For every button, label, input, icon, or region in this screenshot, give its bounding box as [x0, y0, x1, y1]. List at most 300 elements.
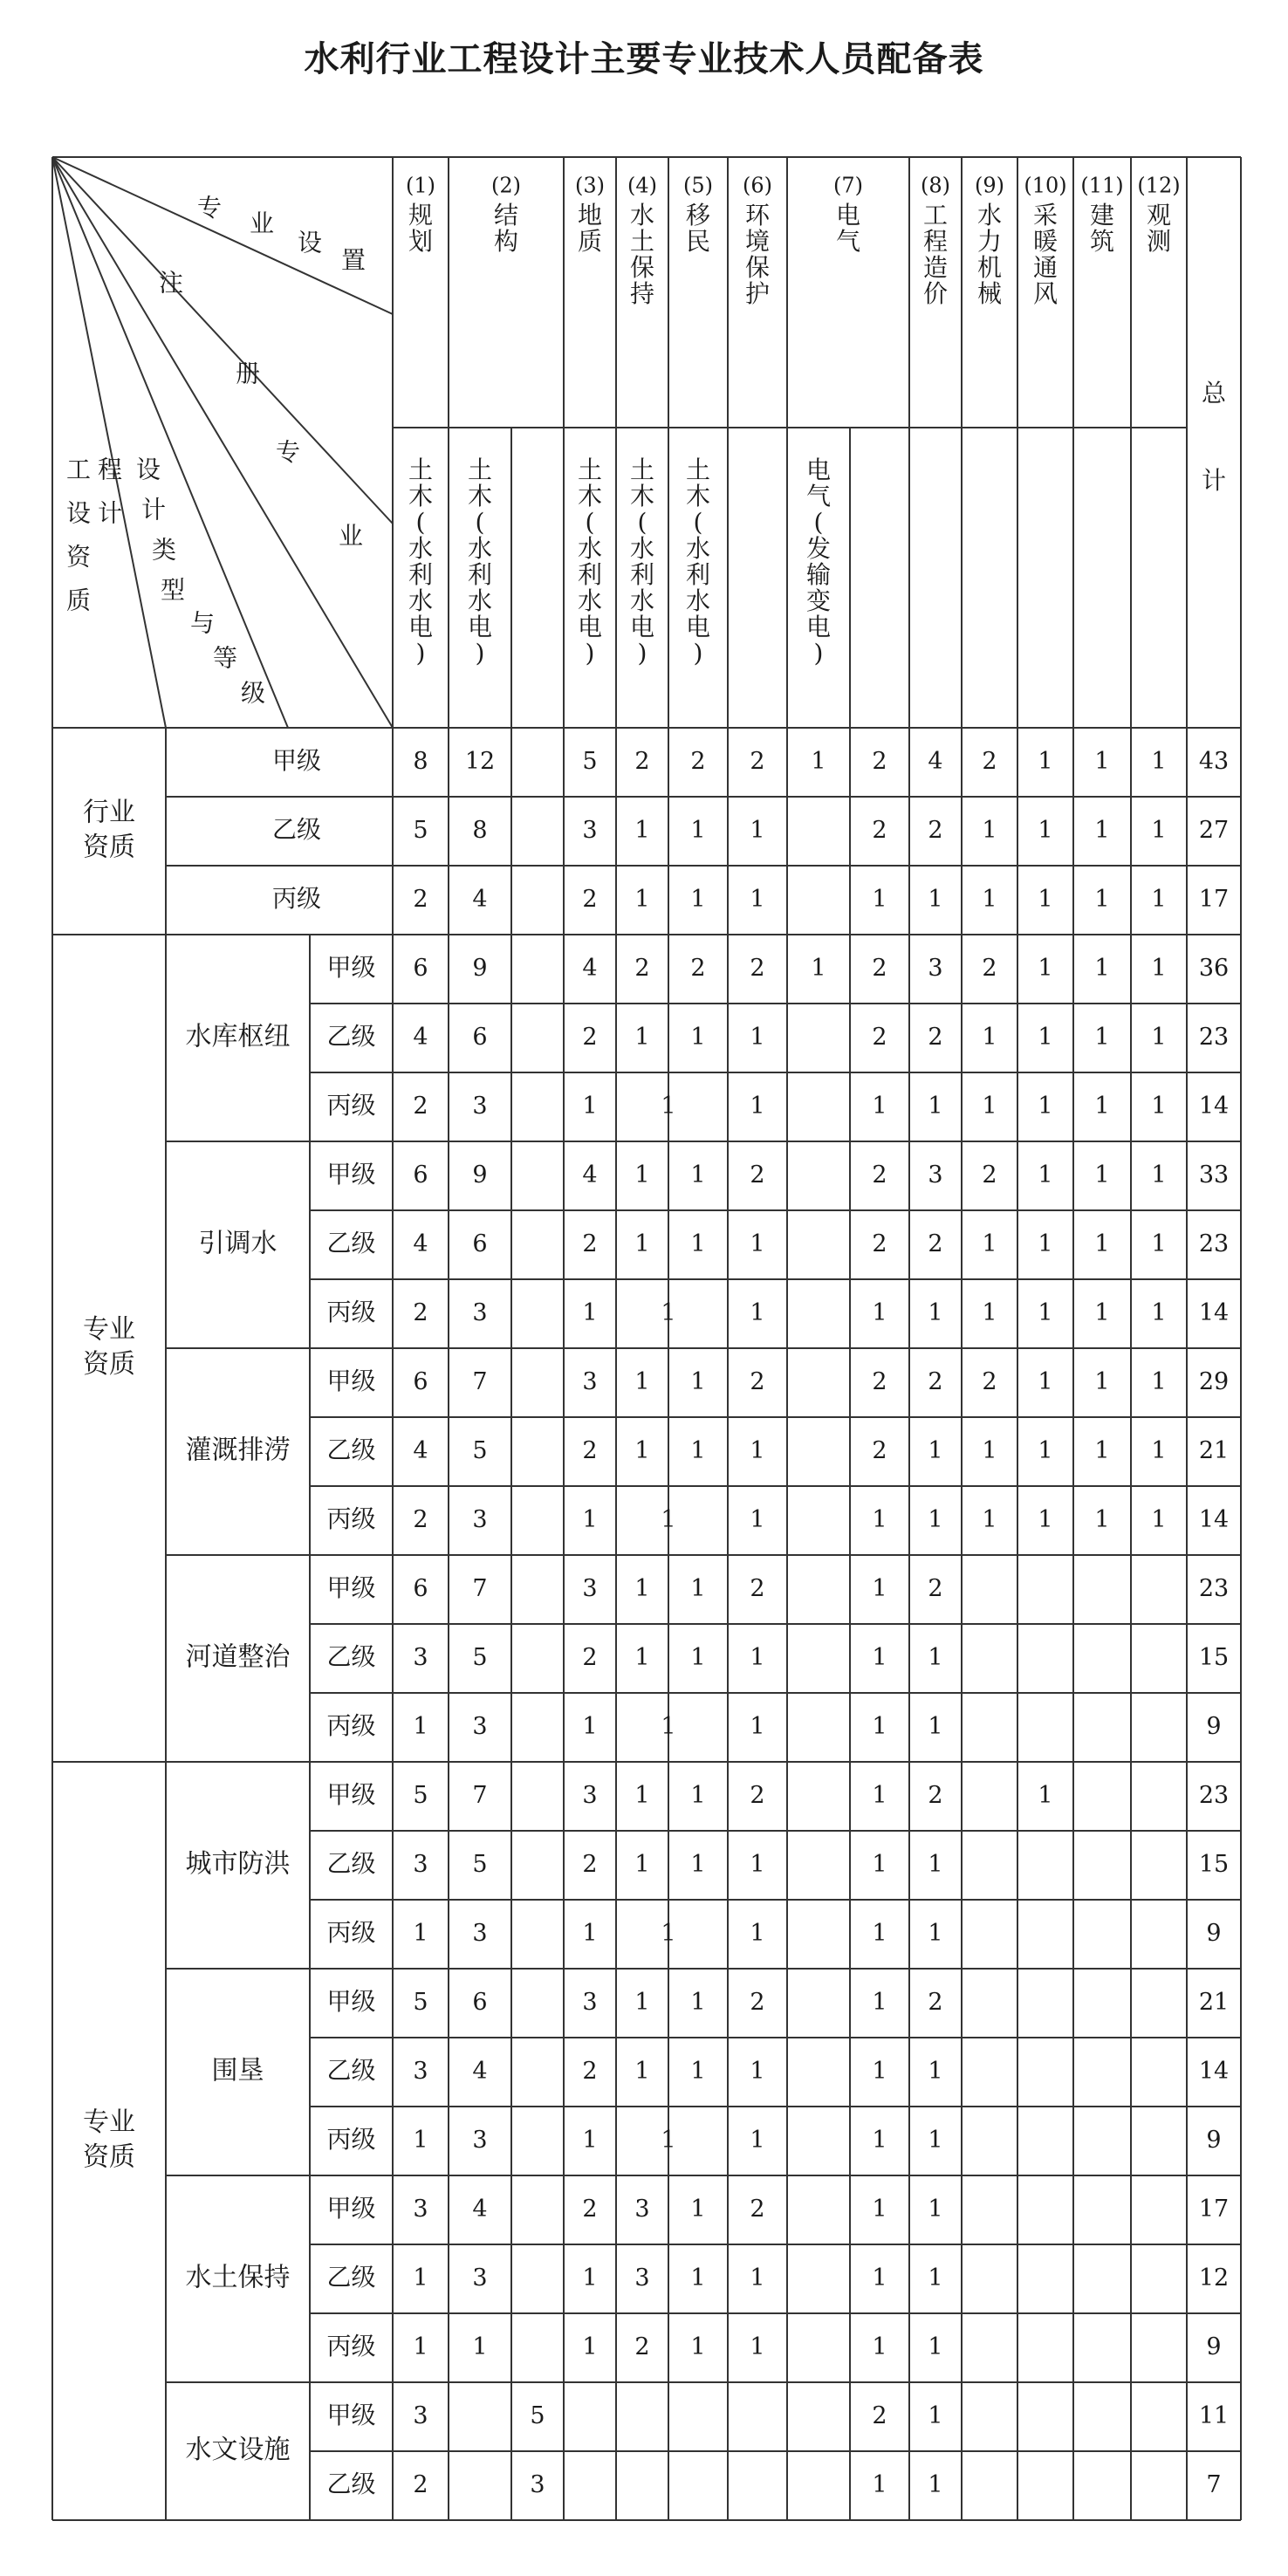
grade-label: 甲级: [326, 1780, 376, 1809]
table-cell: 1: [982, 1299, 997, 1326]
table-cell: 2: [750, 748, 765, 775]
table-cell: 1: [1038, 1437, 1053, 1464]
total-cell: 14: [1198, 1299, 1230, 1326]
table-cell: 4: [472, 2196, 488, 2223]
column-number: (6): [743, 173, 772, 198]
table-cell: 4: [472, 886, 488, 913]
total-cell: 27: [1198, 817, 1230, 844]
table-cell: 2: [750, 1989, 765, 2016]
table-cell: 1: [1094, 955, 1110, 982]
section-label: 专业: [83, 2107, 135, 2138]
table-cell: 3: [413, 1851, 428, 1878]
table-cell: 1: [690, 886, 706, 913]
table-cell: 2: [582, 2196, 598, 2223]
table-cell: 1: [690, 1161, 706, 1189]
table-cell: 5: [472, 1644, 488, 1671]
table-cell: 3: [634, 2264, 650, 2292]
grade-label: 甲级: [326, 953, 376, 982]
grade-label: 乙级: [326, 1642, 376, 1671]
column-number: (5): [683, 173, 713, 198]
column-name: 水力机械: [976, 201, 1003, 308]
corner-label-qualification: 工: [65, 455, 92, 484]
table-cell: 2: [872, 1024, 887, 1051]
grade-label: 丙级: [326, 1504, 376, 1533]
group-label: 河道整治: [185, 1641, 291, 1673]
table-cell: 1: [872, 2333, 887, 2360]
table-cell: 1: [928, 2058, 943, 2085]
total-cell: 11: [1198, 2402, 1230, 2429]
corner-label-design-type: 级: [240, 678, 266, 708]
table-cell: 1: [690, 2058, 706, 2085]
table-cell: 1: [928, 2127, 943, 2154]
table-cell: 1: [928, 1851, 943, 1878]
table-cell: 1: [982, 1506, 997, 1533]
table-cell: 1: [582, 1713, 598, 1740]
table-cell: 1: [690, 1782, 706, 1809]
total-cell: 9: [1206, 1920, 1222, 1947]
group-label: 灌溉排涝: [185, 1435, 291, 1466]
table-cell: 4: [413, 1024, 428, 1051]
section-label: 资质: [83, 1349, 135, 1380]
table-cell: 1: [872, 2264, 887, 2292]
table-cell: 1: [750, 817, 765, 844]
corner-label-specialty: 专: [275, 437, 301, 467]
table-cell: 1: [750, 2333, 765, 2360]
corner-label-registration: 册: [235, 359, 261, 388]
table-cell: 1: [1151, 955, 1167, 982]
table-cell: 1: [1151, 1506, 1167, 1533]
corner-diagonal: [52, 157, 393, 728]
grade-label: 乙级: [326, 2263, 376, 2292]
table-cell: 1: [750, 1024, 765, 1051]
table-cell: 2: [690, 748, 706, 775]
table-cell: 1: [690, 1368, 706, 1395]
table-cell: 1: [634, 1230, 650, 1257]
corner-label-design-type: 等: [212, 643, 238, 673]
table-cell: 1: [928, 1506, 943, 1533]
table-cell: 1: [872, 1782, 887, 1809]
table-cell: 4: [582, 1161, 598, 1189]
table-cell: 1: [872, 2471, 887, 2498]
table-cell: 2: [750, 1368, 765, 1395]
table-cell: 1: [928, 1093, 943, 1120]
table-cell: 1: [690, 1024, 706, 1051]
table-cell: 2: [928, 1230, 943, 1257]
table-cell: 2: [413, 2471, 428, 2498]
table-cell: 2: [928, 1989, 943, 2016]
column-number: (12): [1137, 173, 1181, 198]
table-cell: 3: [582, 1989, 598, 2016]
table-cell: 1: [634, 1782, 650, 1809]
table-cell: 1: [1094, 1437, 1110, 1464]
grade-label: 甲级: [326, 2194, 376, 2223]
grade-label: 丙级: [326, 1918, 376, 1947]
table-cell: 3: [582, 1575, 598, 1602]
corner-label-qualification: 资: [65, 542, 92, 572]
group-label: 水库枢纽: [185, 1021, 291, 1052]
total-cell: 23: [1198, 1024, 1230, 1051]
table-cell: 1: [928, 1299, 943, 1326]
table-cell: 1: [634, 1644, 650, 1671]
column-name: 建筑: [1089, 201, 1115, 256]
table-cell: 1: [1151, 1024, 1167, 1051]
table-cell: 1: [582, 2264, 598, 2292]
table-cell: 1: [661, 1299, 676, 1326]
table-cell: 1: [1038, 1299, 1053, 1326]
grade-label: 甲级: [326, 1160, 376, 1189]
total-cell: 14: [1198, 2058, 1230, 2085]
table-cell: 2: [872, 2402, 887, 2429]
table-cell: 2: [750, 2196, 765, 2223]
table-cell: 3: [582, 817, 598, 844]
grade-label: 乙级: [271, 815, 322, 844]
table-cell: 3: [472, 1920, 488, 1947]
table-cell: 5: [472, 1437, 488, 1464]
column-number: (7): [833, 173, 863, 198]
table-cell: 1: [634, 1161, 650, 1189]
table-cell: 1: [690, 1575, 706, 1602]
corner-label-design-type: 型: [160, 575, 186, 605]
table-cell: 1: [872, 2058, 887, 2085]
grade-label: 丙级: [326, 2332, 376, 2360]
table-cell: 1: [811, 748, 826, 775]
total-cell: 9: [1206, 2333, 1222, 2360]
table-cell: 3: [472, 1093, 488, 1120]
column-name: 观测: [1146, 201, 1172, 256]
column-name: 地质: [577, 201, 603, 256]
table-cell: 6: [413, 1161, 428, 1189]
table-cell: 1: [928, 1644, 943, 1671]
column-name: 结构: [493, 201, 519, 256]
total-cell: 23: [1198, 1782, 1230, 1809]
table-cell: 7: [472, 1575, 488, 1602]
total-cell: 23: [1198, 1230, 1230, 1257]
table-cell: 6: [472, 1024, 488, 1051]
table-cell: 3: [413, 2058, 428, 2085]
table-cell: 1: [690, 817, 706, 844]
table-cell: 5: [530, 2402, 545, 2429]
grade-label: 甲级: [326, 2401, 376, 2429]
table-cell: 1: [1151, 748, 1167, 775]
table-cell: 1: [634, 886, 650, 913]
table-cell: 3: [928, 1161, 943, 1189]
table-cell: 3: [634, 2196, 650, 2223]
grade-label: 甲级: [326, 1987, 376, 2016]
column-name: 水土保持: [629, 201, 655, 308]
table-cell: 1: [413, 2127, 428, 2154]
grade-label: 丙级: [326, 1711, 376, 1740]
table-cell: 1: [634, 1851, 650, 1878]
grade-label: 甲级: [326, 1573, 376, 1602]
table-cell: 1: [582, 1506, 598, 1533]
corner-label-qualification: 质: [65, 586, 92, 615]
table-cell: 1: [582, 1920, 598, 1947]
table-cell: 1: [661, 1920, 676, 1947]
table-cell: 1: [1151, 1230, 1167, 1257]
table-cell: 2: [750, 955, 765, 982]
total-cell: 17: [1198, 2196, 1230, 2223]
column-number: (11): [1080, 173, 1124, 198]
table-cell: 1: [872, 1506, 887, 1533]
table-cell: 2: [872, 748, 887, 775]
table-cell: 1: [690, 1230, 706, 1257]
corner-label-qualification: 设: [65, 498, 92, 528]
total-cell: 14: [1198, 1093, 1230, 1120]
table-cell: 2: [413, 1506, 428, 1533]
table-cell: 1: [582, 1093, 598, 1120]
column-registered: 土木(水利水电): [629, 456, 655, 668]
grade-label: 丙级: [326, 2125, 376, 2154]
table-cell: 3: [582, 1782, 598, 1809]
table-cell: 1: [982, 817, 997, 844]
table-cell: 1: [634, 1368, 650, 1395]
table-cell: 6: [472, 1989, 488, 2016]
grade-label: 甲级: [326, 1367, 376, 1395]
table-cell: 3: [413, 2196, 428, 2223]
total-header: 总计: [1201, 379, 1227, 495]
table-cell: 1: [472, 2333, 488, 2360]
table-cell: 4: [413, 1230, 428, 1257]
table-cell: 1: [928, 886, 943, 913]
table-cell: 1: [750, 1644, 765, 1671]
corner-diagonal: [52, 157, 288, 728]
table-cell: 5: [413, 1782, 428, 1809]
corner-label-specialty-setting: 专: [196, 193, 223, 223]
column-name: 环境保护: [744, 201, 771, 308]
group-label: 城市防洪: [185, 1848, 291, 1880]
page-title: 水利行业工程设计主要专业技术人员配备表: [304, 39, 984, 79]
column-name: 电气: [835, 201, 861, 256]
corner-label-specialty-setting: 业: [249, 209, 275, 238]
total-cell: 15: [1198, 1644, 1230, 1671]
table-cell: 1: [1094, 1368, 1110, 1395]
table-cell: 3: [928, 955, 943, 982]
table-cell: 3: [472, 1506, 488, 1533]
table-cell: 2: [872, 1368, 887, 1395]
column-number: (9): [975, 173, 1004, 198]
table-cell: 2: [582, 1644, 598, 1671]
table-cell: 6: [472, 1230, 488, 1257]
table-cell: 12: [464, 748, 496, 775]
table-cell: 6: [413, 955, 428, 982]
table-cell: 1: [1038, 886, 1053, 913]
table-cell: 9: [472, 1161, 488, 1189]
table-cell: 1: [1151, 817, 1167, 844]
table-cell: 1: [982, 1024, 997, 1051]
corner-label-design-type: 设: [135, 455, 161, 484]
section-label: 专业: [83, 1314, 135, 1345]
table-cell: 1: [928, 1713, 943, 1740]
table-cell: 1: [690, 1437, 706, 1464]
table-cell: 3: [582, 1368, 598, 1395]
table-cell: 2: [982, 1161, 997, 1189]
corner-label-specialty-setting: 置: [340, 245, 367, 275]
group-label: 围垦: [211, 2055, 264, 2086]
table-cell: 2: [582, 886, 598, 913]
table-cell: 1: [634, 2058, 650, 2085]
table-cell: 2: [982, 748, 997, 775]
table-cell: 6: [413, 1575, 428, 1602]
corner-label-registration: 注: [158, 268, 184, 298]
table-cell: 5: [413, 1989, 428, 2016]
table-cell: 1: [811, 955, 826, 982]
table-cell: 8: [472, 817, 488, 844]
table-cell: 2: [750, 1575, 765, 1602]
table-cell: 2: [928, 1575, 943, 1602]
table-cell: 1: [750, 1437, 765, 1464]
table-cell: 3: [413, 2402, 428, 2429]
column-name: 规划: [408, 201, 434, 256]
table-cell: 2: [634, 955, 650, 982]
table-cell: 1: [1038, 1161, 1053, 1189]
column-registered: 电气(发输变电): [805, 456, 832, 668]
column-name: 工程造价: [922, 201, 949, 308]
table-cell: 2: [928, 1782, 943, 1809]
table-cell: 1: [413, 1713, 428, 1740]
table-cell: 1: [1094, 748, 1110, 775]
table-cell: 2: [582, 1437, 598, 1464]
group-label: 水文设施: [185, 2435, 291, 2465]
corner-label-design-type: 类: [151, 535, 177, 565]
table-cell: 2: [582, 1851, 598, 1878]
table-cell: 3: [472, 1713, 488, 1740]
table-cell: 1: [634, 1575, 650, 1602]
table-cell: 1: [750, 886, 765, 913]
table-cell: 1: [582, 1299, 598, 1326]
table-cell: 1: [982, 1437, 997, 1464]
corner-label-qualification: 程: [97, 455, 123, 484]
table-cell: 1: [1094, 886, 1110, 913]
table-cell: 1: [1151, 1093, 1167, 1120]
table-cell: 1: [413, 1920, 428, 1947]
column-name: 采暖通风: [1032, 201, 1058, 308]
table-cell: 1: [1038, 1024, 1053, 1051]
table-cell: 2: [872, 955, 887, 982]
column-number: (4): [627, 173, 657, 198]
grade-label: 乙级: [326, 1849, 376, 1878]
table-cell: 1: [928, 1920, 943, 1947]
table-cell: 1: [582, 2333, 598, 2360]
group-label: 引调水: [198, 1228, 277, 1259]
table-cell: 9: [472, 955, 488, 982]
grade-label: 乙级: [326, 1229, 376, 1257]
table-cell: 1: [982, 886, 997, 913]
table-cell: 1: [750, 2264, 765, 2292]
table-cell: 1: [872, 1093, 887, 1120]
table-cell: 4: [928, 748, 943, 775]
table-cell: 1: [982, 1230, 997, 1257]
table-cell: 1: [1151, 886, 1167, 913]
total-cell: 29: [1198, 1368, 1230, 1395]
table-cell: 1: [928, 2333, 943, 2360]
table-cell: 2: [413, 1299, 428, 1326]
table-cell: 2: [750, 1161, 765, 1189]
table-cell: 1: [413, 2264, 428, 2292]
table-cell: 1: [1038, 1368, 1053, 1395]
table-cell: 7: [472, 1368, 488, 1395]
table-cell: 2: [928, 1368, 943, 1395]
table-cell: 1: [1094, 1161, 1110, 1189]
section-label: 资质: [83, 2141, 135, 2173]
corner-label-design-type: 与: [189, 608, 216, 638]
table-cell: 2: [982, 1368, 997, 1395]
table-cell: 1: [872, 1575, 887, 1602]
table-cell: 3: [472, 2127, 488, 2154]
table-cell: 1: [872, 1644, 887, 1671]
table-cell: 1: [661, 1713, 676, 1740]
table-cell: 1: [690, 2264, 706, 2292]
table-cell: 1: [750, 1230, 765, 1257]
table-cell: 1: [1094, 1299, 1110, 1326]
grade-label: 乙级: [326, 2056, 376, 2085]
table-cell: 1: [872, 1920, 887, 1947]
table-cell: 2: [750, 1782, 765, 1809]
section-label: 资质: [83, 832, 135, 863]
table-cell: 7: [472, 1782, 488, 1809]
total-cell: 9: [1206, 2127, 1222, 2154]
corner-label-specialty-setting: 设: [297, 228, 323, 257]
total-cell: 33: [1198, 1161, 1230, 1189]
column-registered: 土木(水利水电): [467, 456, 493, 668]
table-cell: 1: [750, 2127, 765, 2154]
total-cell: 17: [1198, 886, 1230, 913]
column-registered: 土木(水利水电): [408, 456, 434, 668]
table-cell: 1: [1151, 1299, 1167, 1326]
table-cell: 1: [750, 1920, 765, 1947]
table-cell: 3: [530, 2471, 545, 2498]
table-cell: 2: [928, 817, 943, 844]
table-cell: 1: [872, 1851, 887, 1878]
table-cell: 1: [1151, 1437, 1167, 1464]
table-cell: 1: [750, 1506, 765, 1533]
total-cell: 23: [1198, 1575, 1230, 1602]
table-cell: 1: [1094, 817, 1110, 844]
table-cell: 1: [634, 1989, 650, 2016]
corner-label-qualification: 计: [97, 498, 123, 528]
table-cell: 3: [472, 2264, 488, 2292]
grade-label: 甲级: [271, 746, 322, 775]
table-cell: 2: [872, 1230, 887, 1257]
table-cell: 1: [661, 2127, 676, 2154]
table-cell: 1: [413, 2333, 428, 2360]
table-cell: 1: [634, 1437, 650, 1464]
table-cell: 1: [661, 1093, 676, 1120]
table-cell: 1: [1094, 1093, 1110, 1120]
table-cell: 1: [872, 2196, 887, 2223]
table-cell: 2: [872, 1161, 887, 1189]
table-cell: 2: [872, 817, 887, 844]
table-cell: 1: [1151, 1368, 1167, 1395]
table-cell: 4: [582, 955, 598, 982]
table-cell: 2: [982, 955, 997, 982]
total-cell: 12: [1198, 2264, 1230, 2292]
corner-label-specialty: 业: [338, 521, 364, 551]
table-cell: 1: [928, 1437, 943, 1464]
table-cell: 2: [582, 1024, 598, 1051]
total-cell: 15: [1198, 1851, 1230, 1878]
table-cell: 3: [413, 1644, 428, 1671]
table-cell: 5: [472, 1851, 488, 1878]
table-cell: 5: [413, 817, 428, 844]
table-cell: 4: [472, 2058, 488, 2085]
table-cell: 1: [1094, 1024, 1110, 1051]
grade-label: 丙级: [326, 1298, 376, 1326]
table-cell: 1: [928, 2471, 943, 2498]
total-cell: 9: [1206, 1713, 1222, 1740]
total-cell: 43: [1198, 748, 1230, 775]
table-cell: 1: [582, 2127, 598, 2154]
table-cell: 1: [1038, 1230, 1053, 1257]
